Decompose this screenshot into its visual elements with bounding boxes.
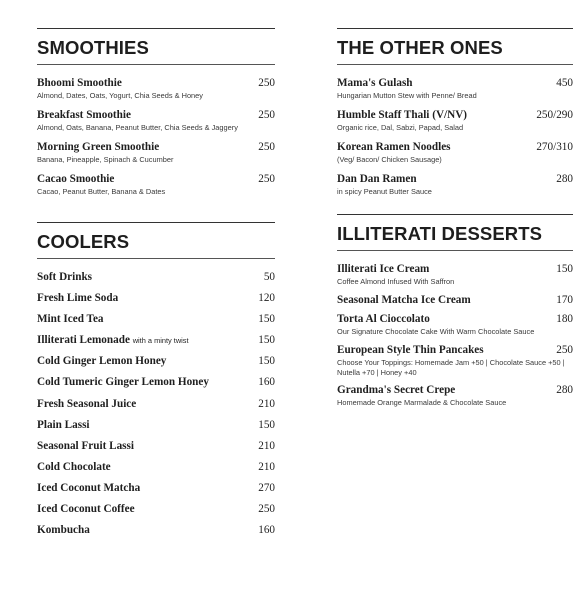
item-price: 250	[556, 343, 573, 356]
item-price: 170	[556, 293, 573, 306]
section-header	[37, 222, 275, 259]
item-name: Plain Lassi	[37, 418, 90, 431]
right-column	[337, 28, 573, 415]
item-name: Morning Green Smoothie	[37, 141, 160, 153]
item-description: Homemade Orange Marmalade & Chocolate Sauce	[337, 398, 507, 407]
menu-item	[37, 440, 275, 461]
item-price: 180	[556, 313, 573, 325]
section-title: ILLITERATI DESSERTS	[337, 223, 543, 244]
item-price: 210	[258, 397, 275, 410]
smoothies-section	[37, 28, 275, 197]
item-price: 150	[258, 334, 275, 347]
item-price: 210	[258, 460, 275, 473]
item-name: Fresh Lime Soda	[37, 292, 119, 305]
item-name: Illiterati Lemonade	[37, 334, 130, 347]
section-title: SMOOTHIES	[37, 37, 149, 58]
menu-item	[37, 109, 275, 133]
item-name: European Style Thin Pancakes	[337, 343, 484, 356]
item-name: Iced Coconut Matcha	[37, 481, 141, 494]
item-name: Korean Ramen Noodles	[337, 141, 451, 153]
item-price: 150	[258, 418, 275, 431]
item-description: (Veg/ Bacon/ Chicken Sausage)	[337, 155, 442, 164]
menu-item	[37, 173, 275, 197]
item-price: 150	[258, 355, 275, 368]
item-price: 250	[258, 141, 275, 153]
section-title: THE OTHER ONES	[337, 37, 503, 58]
section-header	[37, 28, 275, 65]
section-header	[337, 214, 573, 251]
item-name: Mint Iced Tea	[37, 313, 104, 326]
item-price: 250/290	[536, 109, 573, 121]
item-description: Banana, Pineapple, Spinach & Cucumber	[37, 155, 174, 164]
menu-item	[37, 271, 275, 292]
item-name: Cold Chocolate	[37, 460, 111, 473]
item-name: Fresh Seasonal Juice	[37, 397, 137, 410]
menu-item	[337, 294, 573, 307]
section-header	[337, 28, 573, 65]
menu-item	[37, 503, 275, 524]
item-price: 450	[556, 77, 573, 89]
item-name: Humble Staff Thali (V/NV)	[337, 109, 468, 121]
item-name: Grandma's Secret Crepe	[337, 384, 456, 396]
item-name: Iced Coconut Coffee	[37, 503, 135, 516]
menu-item	[37, 376, 275, 397]
item-name: Bhoomi Smoothie	[37, 77, 122, 89]
item-description: in spicy Peanut Butter Sauce	[337, 187, 432, 196]
item-price: 160	[258, 524, 275, 537]
item-description: Almond, Dates, Oats, Yogurt, Chia Seeds & Honey	[37, 91, 203, 100]
item-price: 120	[258, 292, 275, 305]
item-name: Mama's Gulash	[337, 77, 413, 89]
item-price: 270	[258, 481, 275, 494]
item-name: Kombucha	[37, 524, 90, 537]
item-price: 210	[258, 439, 275, 452]
menu-item	[37, 334, 275, 355]
item-note: with a minty twist	[132, 336, 189, 346]
menu-item	[37, 313, 275, 334]
left-column	[37, 28, 275, 545]
menu-item	[37, 398, 275, 419]
menu-item	[337, 173, 573, 197]
item-name: Seasonal Matcha Ice Cream	[337, 293, 471, 306]
menu-item	[337, 344, 573, 378]
menu-item	[37, 461, 275, 482]
menu-item	[37, 524, 275, 545]
menu-item	[337, 141, 573, 165]
item-price: 250	[258, 77, 275, 89]
item-description: Our Signature Chocolate Cake With Warm Chocolate Sauce	[337, 327, 535, 336]
menu-item	[37, 77, 275, 101]
item-name: Seasonal Fruit Lassi	[37, 439, 134, 452]
item-price: 270/310	[536, 141, 573, 153]
item-price: 50	[263, 271, 275, 283]
menu-item	[37, 419, 275, 440]
item-name: Cold Ginger Lemon Honey	[37, 355, 167, 368]
menu-item	[337, 384, 573, 408]
menu-item	[37, 482, 275, 503]
item-description: Hungarian Mutton Stew with Penne/ Bread	[337, 91, 477, 100]
menu-item	[337, 313, 573, 337]
menu-item	[37, 141, 275, 165]
item-price: 280	[556, 384, 573, 396]
item-price: 250	[258, 173, 275, 185]
item-price: 250	[258, 503, 275, 516]
menu-item	[37, 355, 275, 376]
coolers-section	[37, 222, 275, 545]
menu-item	[337, 109, 573, 133]
other-ones-section	[337, 28, 573, 197]
item-name: Breakfast Smoothie	[37, 109, 131, 121]
item-name: Cacao Smoothie	[37, 173, 115, 185]
item-name: Torta Al Cioccolato	[337, 313, 430, 325]
item-description: Almond, Oats, Banana, Peanut Butter, Chia Seeds & Jaggery	[37, 123, 238, 132]
item-price: 150	[258, 313, 275, 326]
item-name: Illiterati Ice Cream	[337, 263, 430, 275]
item-name: Soft Drinks	[37, 271, 93, 283]
desserts-section	[337, 214, 573, 408]
item-description: Cacao, Peanut Butter, Banana & Dates	[37, 187, 166, 196]
item-name: Dan Dan Ramen	[337, 173, 417, 185]
item-description: Coffee Almond Infused With Saffron	[337, 277, 455, 286]
item-description: Organic rice, Dal, Sabzi, Papad, Salad	[337, 123, 464, 132]
item-price: 150	[556, 263, 573, 275]
menu-item	[37, 292, 275, 313]
item-price: 280	[556, 173, 573, 185]
item-name: Cold Tumeric Ginger Lemon Honey	[37, 376, 209, 389]
item-price: 160	[258, 376, 275, 389]
item-price: 250	[258, 109, 275, 121]
menu-item	[337, 77, 573, 101]
section-title: COOLERS	[37, 231, 130, 252]
item-description: Choose Your Toppings: Homemade Jam +50 | Chocolate Sauce +50 | Nutella +70 | Honey +40	[337, 357, 565, 377]
menu-item	[337, 263, 573, 287]
